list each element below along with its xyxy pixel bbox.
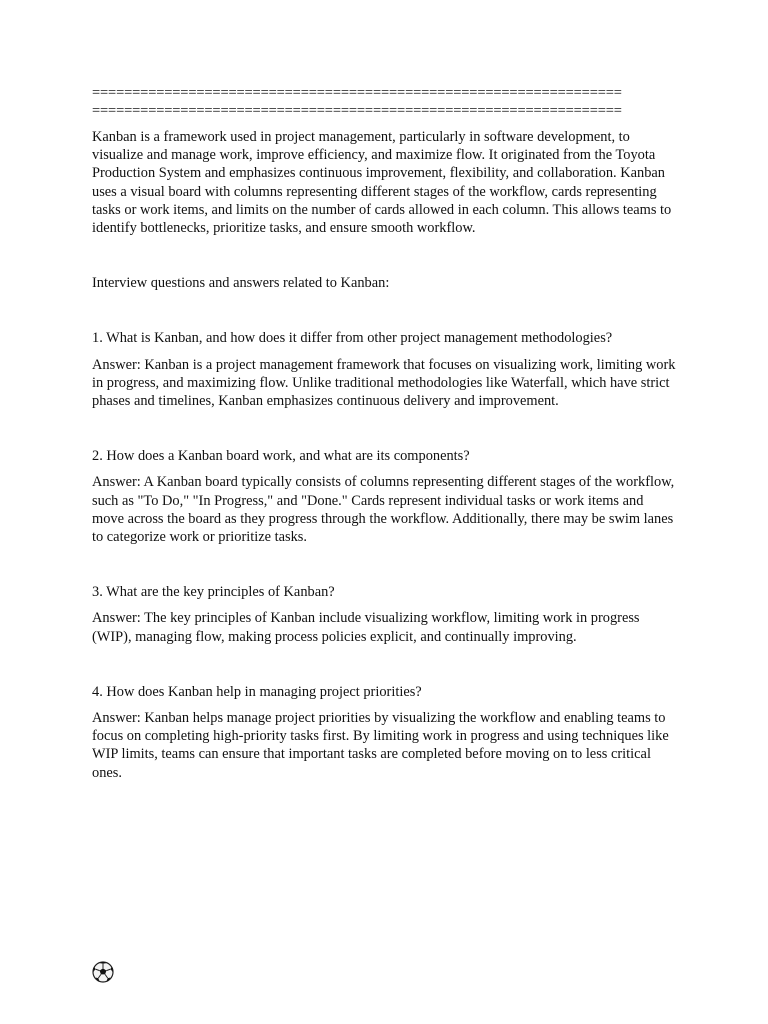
separator-rule-2: ================================================================== — [92, 103, 622, 119]
answer-4: Answer: Kanban helps manage project priorities by visualizing the workflow and enabling teams to focus on completing high-priority tasks first. By limiting work in progress and using techniques like WIP limits, teams can ensure that important tasks are completed before moving on to less critical ones. — [92, 710, 669, 781]
separator-rule-1: ================================================================== — [92, 85, 622, 101]
answer-3: Answer: The key principles of Kanban include visualizing workflow, limiting work in progress (WIP), managing flow, making process policies explicit, and continually improving. — [92, 610, 640, 645]
lead-in-paragraph: Interview questions and answers related to Kanban: — [92, 275, 390, 292]
soccer-ball-icon — [92, 961, 114, 983]
question-4: 4. How does Kanban help in managing project priorities? — [92, 683, 422, 700]
answer-2: Answer: A Kanban board typically consists of columns representing different stages of the workflow, such as "To Do," "In Progress," and "Done." Cards represent individual tasks or work items and move across the board as they progress through the workflow. Additionally, there may be swim lanes to categorize work or prioritize tasks. — [92, 474, 675, 546]
document-page — [92, 84, 676, 782]
answer-1: Answer: Kanban is a project management framework that focuses on visualizing work, limiting work in progress, and maximizing flow. Unlike traditional methodologies like Waterfall, which have strict phases and timelines, Kanban emphasizes continuous delivery and improvement. — [92, 356, 676, 410]
question-2: 2. How does a Kanban board work, and what are its components? — [92, 448, 470, 465]
question-3: 3. What are the key principles of Kanban? — [92, 584, 335, 601]
question-1: 1. What is Kanban, and how does it differ from other project management methodologies? — [92, 330, 613, 347]
intro-paragraph: Kanban is a framework used in project management, particularly in software development, to visualize and manage work, improve efficiency, and maximize flow. It originated from the Toyota Production System and emphasizes continuous improvement, flexibility, and collaboration. Kanban uses a visual board with columns representing different stages of the workflow, cards representing tasks or work items, and limits on the number of cards allowed in each column. This allows teams to identify bottlenecks, prioritize tasks, and ensure smooth workflow. — [92, 129, 672, 237]
